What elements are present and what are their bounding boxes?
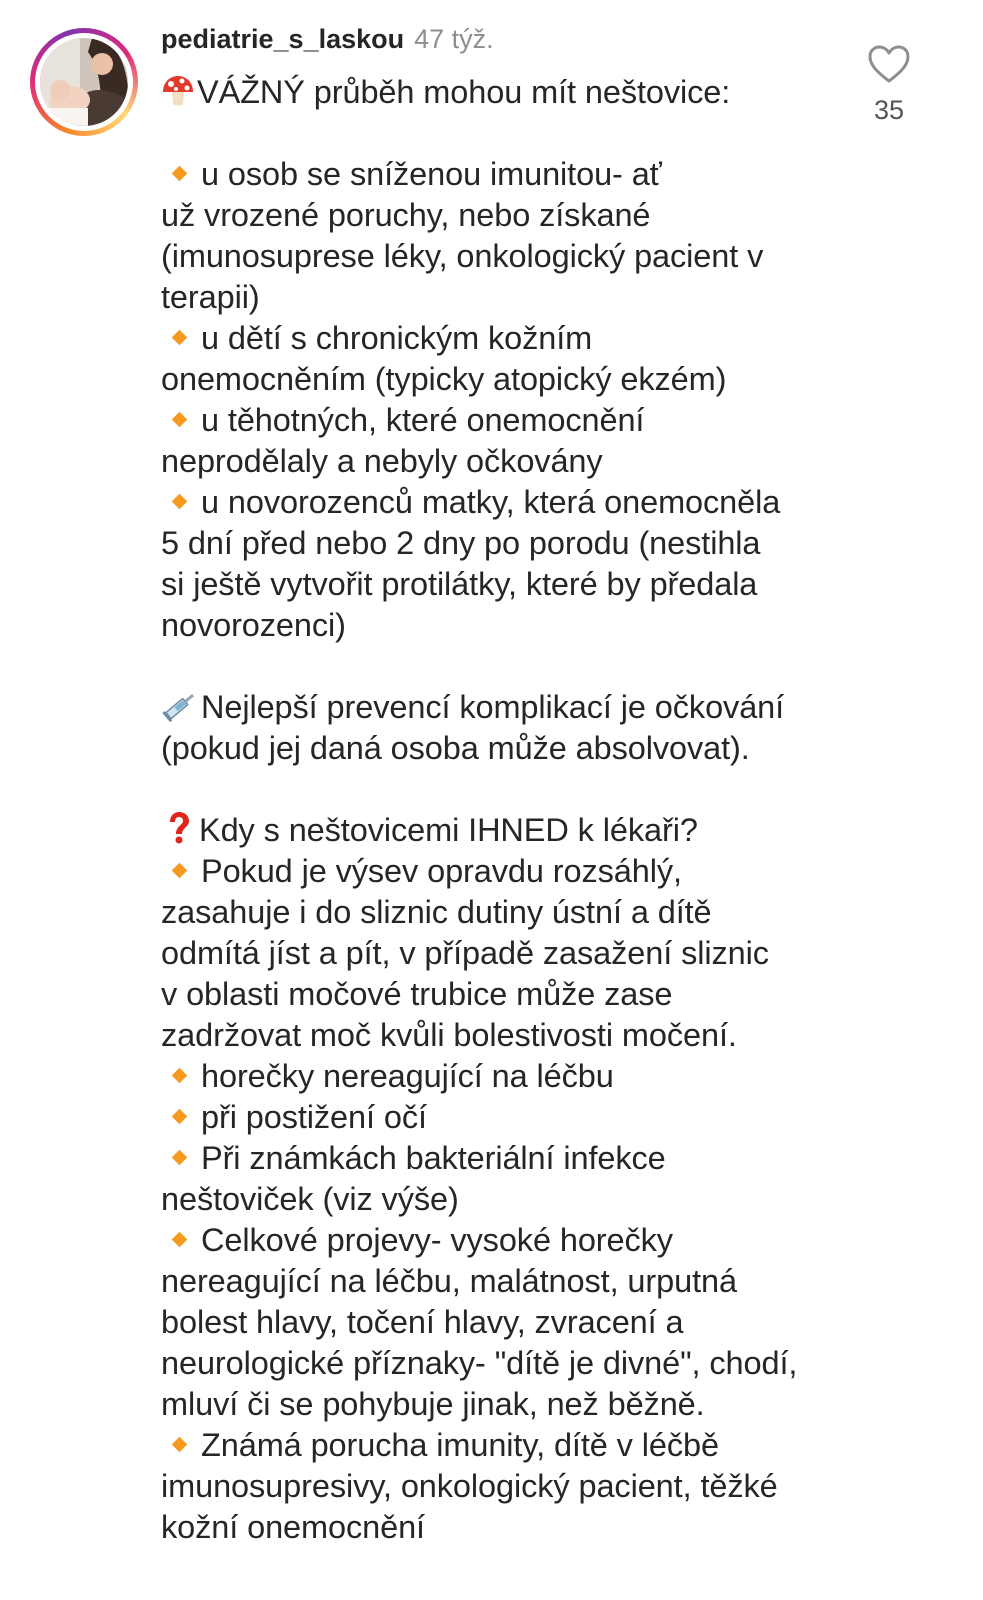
comment-meta <box>161 20 851 58</box>
orange-diamond-icon <box>172 494 188 510</box>
syringe-icon <box>161 690 199 732</box>
text-line-content: u těhotných, které onemocnění <box>201 402 645 438</box>
text-line-content: VÁŽNÝ průběh mohou mít neštovice: <box>197 74 731 110</box>
text-line-content: Celkové projevy- vysoké horečky <box>201 1222 673 1258</box>
text-line: (imunosuprese léky, onkologický pacient v <box>161 238 764 274</box>
text-line-content: Nejlepší prevencí komplikací je očkování <box>201 689 785 725</box>
heart-outline-icon[interactable] <box>867 71 911 88</box>
orange-diamond-icon <box>172 1232 188 1248</box>
orange-diamond-icon <box>172 1437 188 1453</box>
orange-diamond-icon <box>172 863 188 879</box>
text-line <box>161 400 851 441</box>
orange-diamond-icon <box>172 1068 188 1084</box>
text-line-content: u dětí s chronickým kožním <box>201 320 593 356</box>
comment-body <box>161 20 851 1548</box>
text-line <box>161 687 851 728</box>
text-line-content: u osob se sníženou imunitou- ať <box>201 156 662 192</box>
username-link[interactable]: pediatrie_s_laskou <box>161 24 405 54</box>
text-line: mluví či se pohybuje jinak, než běžně. <box>161 1386 705 1422</box>
text-line: si ještě vytvořit protilátky, které by předala <box>161 566 758 602</box>
text-line <box>161 1097 851 1138</box>
text-line: neprodělaly a nebyly očkovány <box>161 443 603 479</box>
text-line <box>161 1056 851 1097</box>
blank-line <box>161 113 851 154</box>
text-line: nereagující na léčbu, malátnost, urputná <box>161 1263 737 1299</box>
orange-diamond-icon <box>172 1150 188 1166</box>
text-line: kožní onemocnění <box>161 1509 425 1545</box>
comment-text <box>161 72 851 1548</box>
text-line <box>161 1425 851 1466</box>
text-line-content: Pokud je výsev opravdu rozsáhlý, <box>201 853 682 889</box>
text-line: odmítá jíst a pít, v případě zasažení sliznic <box>161 935 769 971</box>
avatar-frame <box>35 33 133 131</box>
avatar-story-ring[interactable] <box>30 28 138 136</box>
text-line <box>161 1220 851 1261</box>
text-line <box>161 72 851 113</box>
text-line: terapii) <box>161 279 260 315</box>
orange-diamond-icon <box>172 412 188 428</box>
text-line: onemocněním (typicky atopický ekzém) <box>161 361 727 397</box>
text-line: novorozenci) <box>161 607 346 643</box>
blank-line <box>161 769 851 810</box>
text-line: neurologické příznaky- "dítě je divné", chodí, <box>161 1345 798 1381</box>
orange-diamond-icon <box>172 330 188 346</box>
orange-diamond-icon <box>172 166 188 182</box>
text-line: bolest hlavy, točení hlavy, zvracení a <box>161 1304 684 1340</box>
text-line: neštoviček (viz výše) <box>161 1181 459 1217</box>
text-line <box>161 1138 851 1179</box>
text-line <box>161 851 851 892</box>
text-line-content: u novorozenců matky, která onemocněla <box>201 484 781 520</box>
text-line-content: při postižení očí <box>201 1099 427 1135</box>
mushroom-icon <box>161 75 195 117</box>
orange-diamond-icon <box>172 1109 188 1125</box>
text-line: imunosupresivy, onkologický pacient, těžké <box>161 1468 778 1504</box>
like-control <box>866 44 912 126</box>
text-line <box>161 810 851 851</box>
text-line-content: horečky nereagující na léčbu <box>201 1058 614 1094</box>
avatar[interactable] <box>40 38 128 126</box>
text-line-content: Kdy s neštovicemi IHNED k lékaři? <box>199 812 698 848</box>
blank-line <box>161 646 851 687</box>
text-line <box>161 482 851 523</box>
like-count: 35 <box>873 95 905 125</box>
text-line: (pokud jej daná osoba může absolvovat). <box>161 730 750 766</box>
question-mark-icon <box>161 811 197 855</box>
avatar-photo <box>40 38 128 126</box>
timestamp: 47 týž. <box>414 24 494 54</box>
text-line: v oblasti močové trubice může zase <box>161 976 673 1012</box>
text-line <box>161 154 851 195</box>
text-line: 5 dní před nebo 2 dny po porodu (nestihla <box>161 525 761 561</box>
text-line: zasahuje i do sliznic dutiny ústní a dítě <box>161 894 712 930</box>
text-line: už vrozené poruchy, nebo získané <box>161 197 651 233</box>
text-line-content: Známá porucha imunity, dítě v léčbě <box>201 1427 719 1463</box>
text-line-content: Při známkách bakteriální infekce <box>201 1140 666 1176</box>
text-line <box>161 318 851 359</box>
text-line: zadržovat moč kvůli bolestivosti močení. <box>161 1017 737 1053</box>
